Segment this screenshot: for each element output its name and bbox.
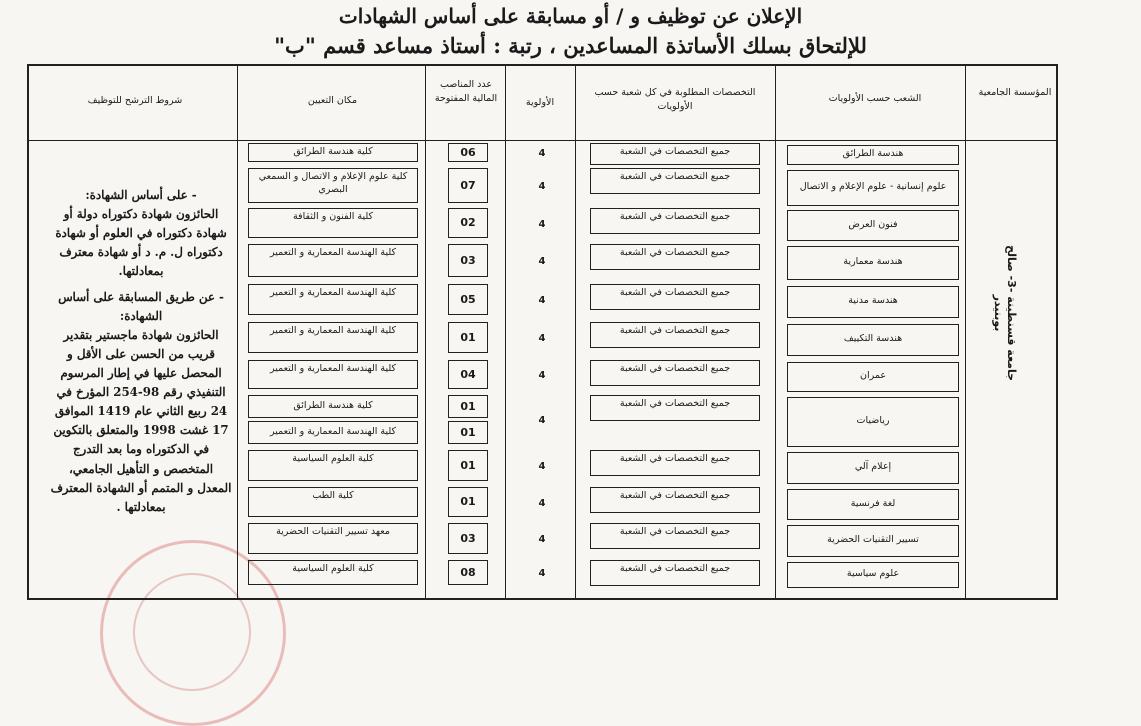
positions-count: 08 <box>460 565 476 579</box>
condition-body-2: الحائزون شهادة ماجستير بتقدير قريب من الحسن على الأقل و المحصل عليها في إطار المرسوم التنفيذي رقم 98-254 المؤرخ في 24 ربيع الثاني عام 1419 الموافق 17 غشت 1998 والمتعلق بالتكوين في الدكتوراه وما بعد التدرج المتخصص و التأهيل الجامعي، المعدل و المتمم أو الشهادة المعترف بمعادلتها . <box>50 327 232 514</box>
branch-label: فنون العرض <box>848 218 898 230</box>
place-label: كلية هندسة الطرائق <box>293 399 373 411</box>
place-label: معهد تسيير التقنيات الحضرية <box>276 526 390 537</box>
branch-label: علوم سياسية <box>846 568 900 579</box>
place-label: كلية الهندسة المعمارية و التعمير <box>269 425 397 437</box>
condition-heading-1: - على أساس الشهادة: <box>85 188 197 202</box>
branch-label: هندسة معمارية <box>843 256 903 267</box>
priority-value: 4 <box>538 497 546 509</box>
positions-count: 03 <box>460 253 476 267</box>
priority-value: 4 <box>538 181 546 192</box>
conditions-text <box>50 186 232 517</box>
specialty-label: جميع التخصصات في الشعبة <box>619 363 731 374</box>
priority-value: 4 <box>538 295 546 306</box>
place-label: كلية العلوم السياسية <box>292 563 374 574</box>
branch-label: لغة فرنسية <box>850 497 896 509</box>
branch-label: هندسة الطرائق <box>842 148 904 159</box>
specialty-label: جميع التخصصات في الشعبة <box>619 490 731 501</box>
priority-value: 4 <box>538 461 546 472</box>
specialty-label: جميع التخصصات في الشعبة <box>619 563 731 574</box>
column-divider <box>505 64 506 600</box>
positions-count: 01 <box>460 495 476 508</box>
positions-count: 01 <box>460 425 476 439</box>
specialty-label: جميع التخصصات في الشعبة <box>619 398 731 409</box>
priority-value: 4 <box>538 218 546 230</box>
place-label: كلية الهندسة المعمارية و التعمير <box>269 363 397 374</box>
column-divider <box>965 64 966 600</box>
priority-value: 4 <box>538 415 546 426</box>
header-institution: المؤسسة الجامعية <box>978 87 1052 98</box>
positions-count: 01 <box>460 458 476 472</box>
positions-count: 04 <box>460 367 476 381</box>
branch-label: هندسة التكييف <box>843 333 903 344</box>
priority-value: 4 <box>538 534 546 545</box>
announcement-subtitle: للإلتحاق بسلك الأساتذة المساعدين ، رتبة : أستاذ مساعد قسم "ب" <box>274 33 867 58</box>
positions-count: 06 <box>460 145 476 159</box>
header-branches: الشعب حسب الأولويات <box>828 93 922 104</box>
header-positions: عدد المناصب المالية المفتوحة <box>434 79 498 104</box>
header-divider <box>27 140 1058 141</box>
condition-heading-2: - عن طريق المسابقة على أساس الشهادة: <box>58 289 224 323</box>
column-divider <box>575 64 576 600</box>
header-place: مكان التعيين <box>307 95 358 106</box>
column-divider <box>237 64 238 600</box>
specialty-label: جميع التخصصات في الشعبة <box>619 211 731 222</box>
specialty-label: جميع التخصصات في الشعبة <box>619 146 731 157</box>
specialty-label: جميع التخصصات في الشعبة <box>619 171 731 182</box>
place-label: كلية الهندسة المعمارية و التعمير <box>269 287 397 298</box>
header-specialties: التخصصات المطلوبة في كل شعبة حسب الأولويات <box>594 87 756 112</box>
priority-value: 4 <box>538 333 546 344</box>
specialty-label: جميع التخصصات في الشعبة <box>619 325 731 336</box>
column-divider <box>425 64 426 600</box>
place-label: كلية الهندسة المعمارية و التعمير <box>269 325 397 336</box>
column-divider <box>775 64 776 600</box>
positions-count: 05 <box>460 292 476 306</box>
specialty-label: جميع التخصصات في الشعبة <box>619 453 731 464</box>
positions-count: 01 <box>460 330 476 344</box>
place-label: كلية هندسة الطرائق <box>293 145 373 157</box>
priority-value: 4 <box>538 256 546 267</box>
branch-label: تسيير التقنيات الحضرية <box>827 534 919 545</box>
positions-count: 03 <box>460 531 476 545</box>
header-priority: الأولوية <box>525 97 555 108</box>
branch-label: عمران <box>859 370 887 381</box>
positions-count: 07 <box>460 178 476 192</box>
announcement-title: الإعلان عن توظيف و / أو مسابقة على أساس الشهادات <box>338 4 803 28</box>
institution-name: جامعة قسنطينة -3- صالح بوبنيدر <box>992 244 1018 382</box>
header-conditions: شروط الترشح للتوظيف <box>87 95 183 106</box>
specialty-label: جميع التخصصات في الشعبة <box>619 526 731 537</box>
place-label: كلية العلوم السياسية <box>292 453 374 464</box>
place-label: كلية الفنون و الثقافة <box>292 211 374 222</box>
priority-value: 4 <box>538 148 546 159</box>
branch-label: إعلام آلي <box>854 461 892 472</box>
branch-label: علوم إنسانية - علوم الإعلام و الاتصال <box>799 181 947 192</box>
positions-count: 01 <box>460 399 476 413</box>
condition-body-1: الحائزون شهادة دكتوراه دولة أو شهادة دكتوراه في العلوم أو شهادة دكتوراه ل. م. د أو شهادة معترف بمعادلتها. <box>55 207 227 279</box>
priority-value: 4 <box>538 370 546 381</box>
branch-label: هندسة مدنية <box>848 295 898 306</box>
place-label: كلية الطب <box>312 490 354 501</box>
branch-label: رياضيات <box>856 415 890 426</box>
specialty-label: جميع التخصصات في الشعبة <box>619 287 731 298</box>
place-label: كلية الهندسة المعمارية و التعمير <box>269 247 397 258</box>
place-label: كلية علوم الإعلام و الاتصال و السمعي البصري <box>258 171 408 195</box>
positions-count: 02 <box>460 216 476 229</box>
specialty-label: جميع التخصصات في الشعبة <box>619 247 731 258</box>
priority-value: 4 <box>538 568 546 579</box>
